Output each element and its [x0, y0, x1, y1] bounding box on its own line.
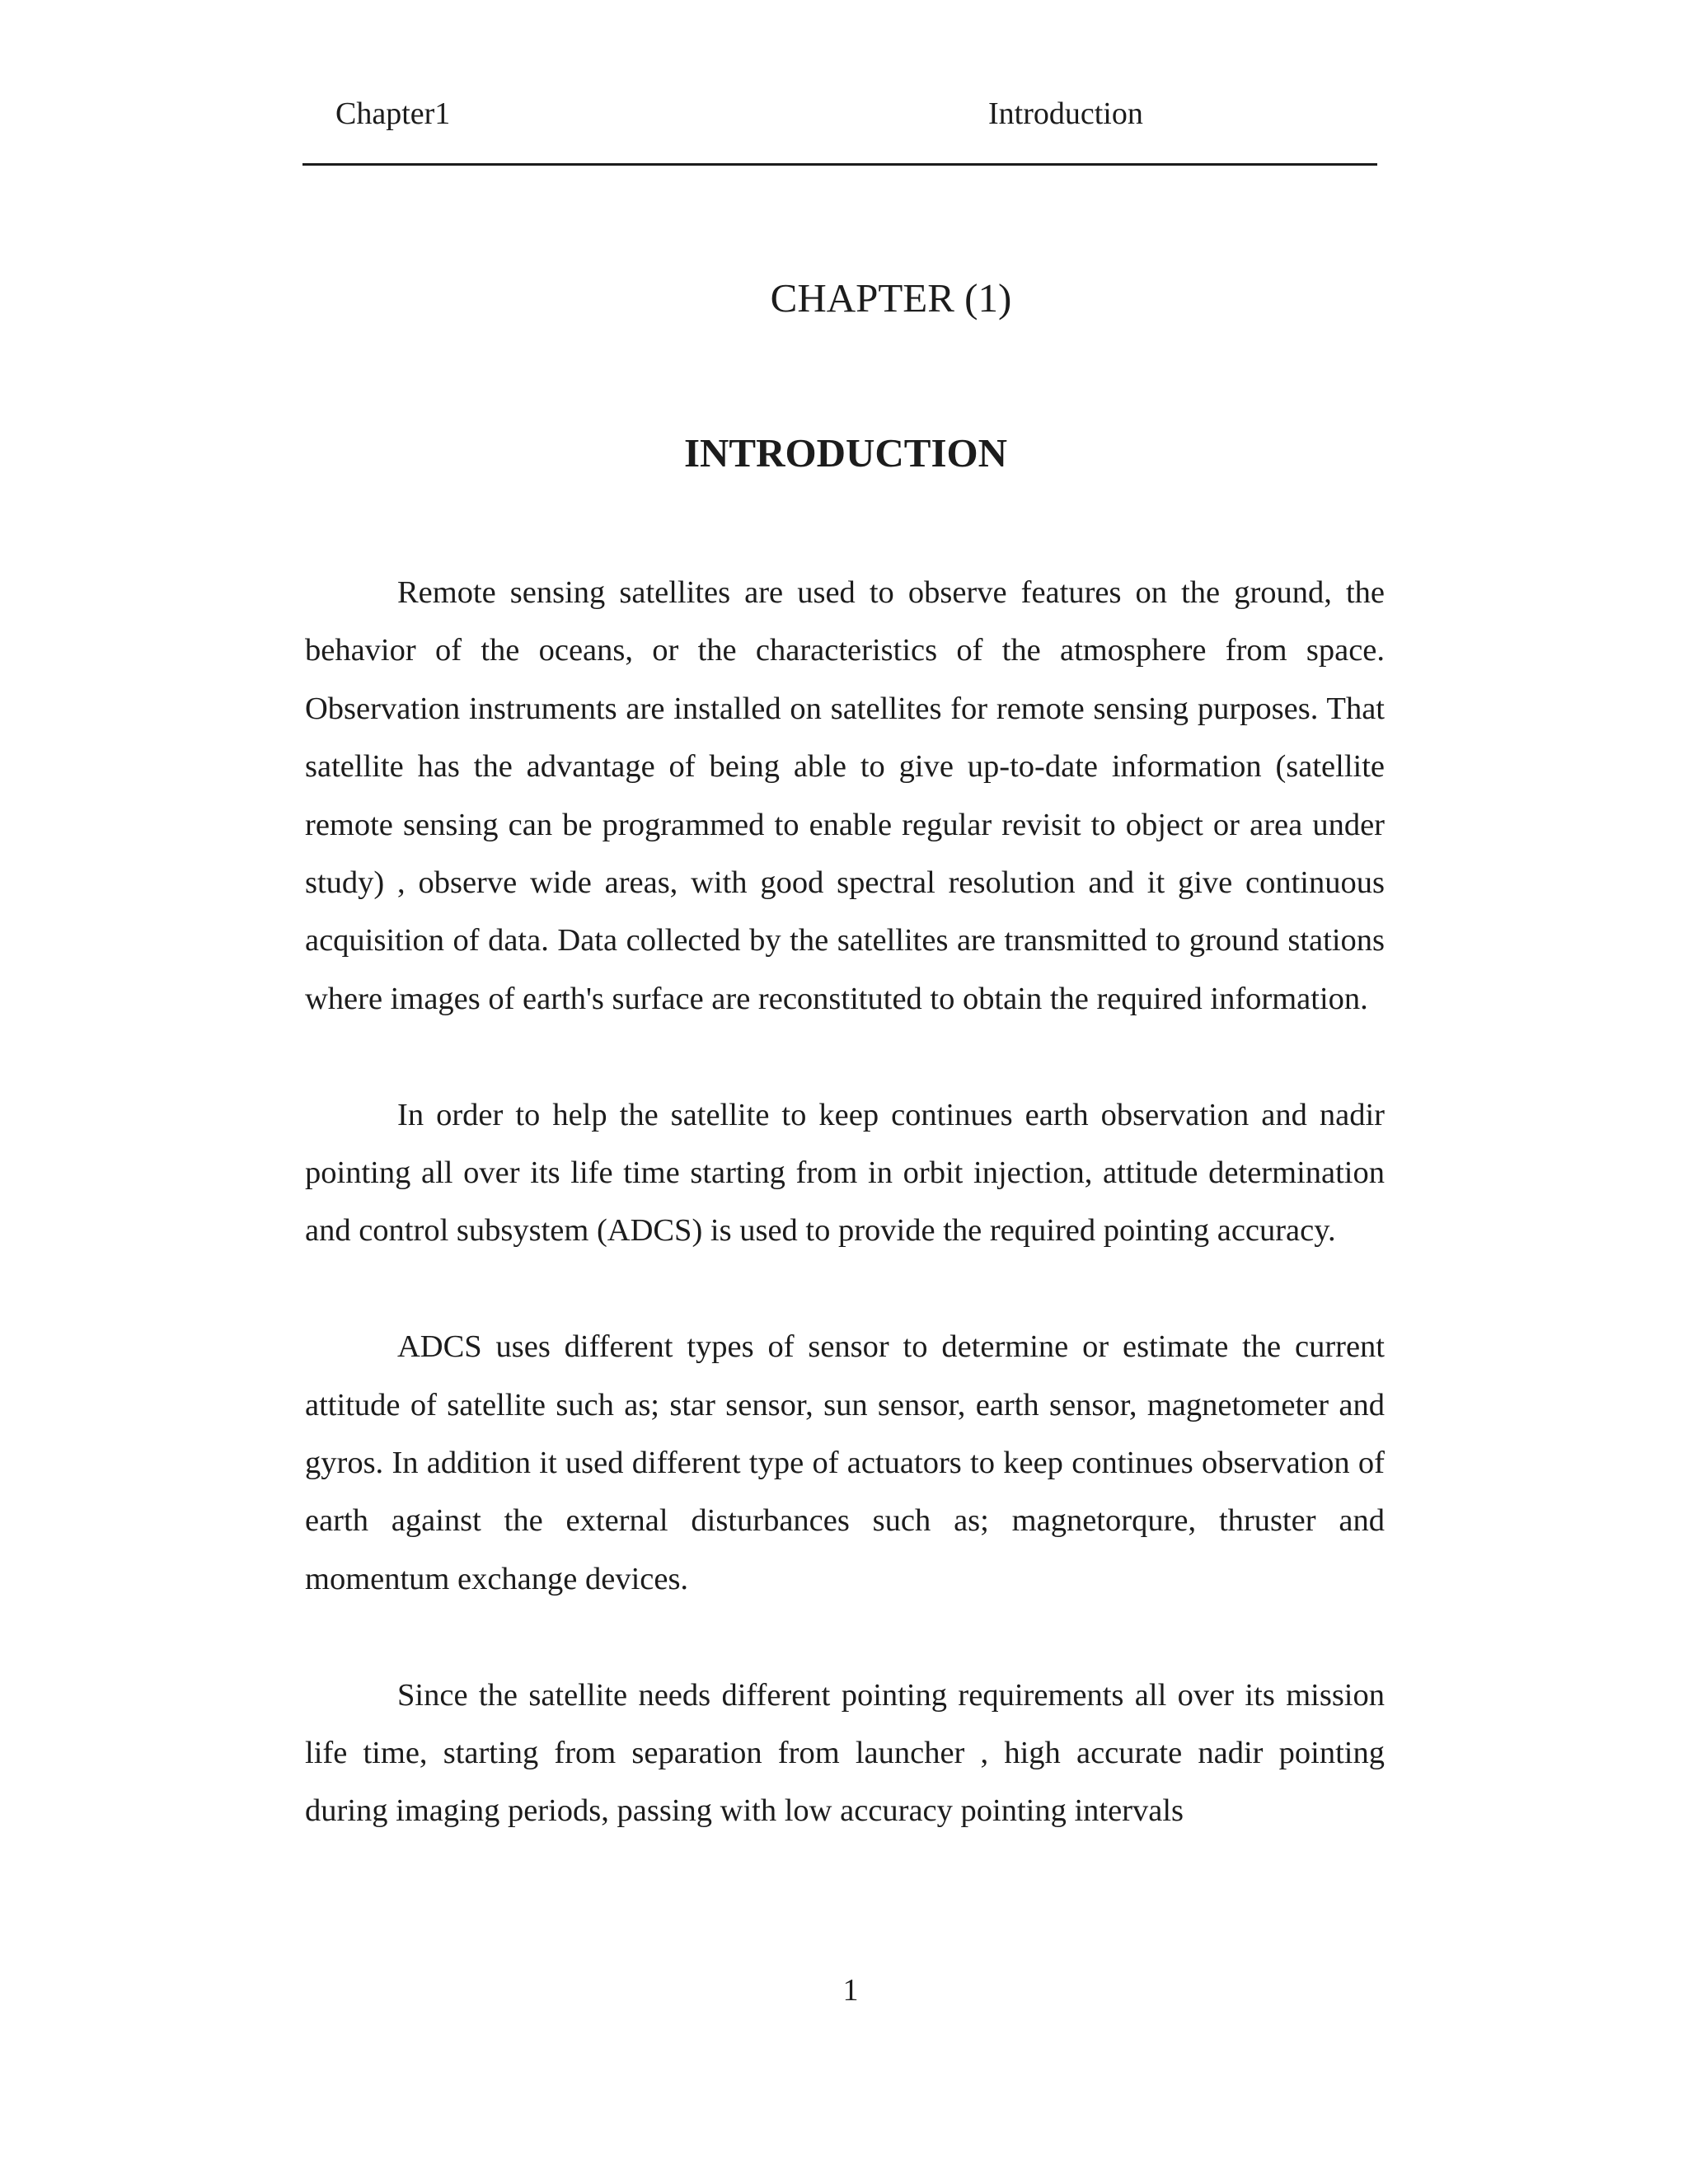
- chapter-number: CHAPTER (1): [770, 275, 1012, 321]
- paragraph: ADCS uses different types of sensor to determine or estimate the current attitude of satellite such as; star sensor, sun sensor, earth sensor, magnetometer and gyros. In addition it used different type of actuators to keep continues observation of earth against the external disturbances such as; magnetorqure, thruster and momentum exchange devices.: [305, 1329, 1385, 1596]
- paragraph: Since the satellite needs different pointing requirements all over its mission life time, starting from separation from launcher , high accurate nadir pointing during imaging periods, passing with low accuracy pointing intervals: [305, 1677, 1385, 1829]
- header-divider: [302, 163, 1377, 166]
- paragraph: In order to help the satellite to keep continues earth observation and nadir pointing all over its life time starting from in orbit injection, attitude determination and control subsystem (ADCS) is used to provide the required pointing accuracy.: [305, 1097, 1385, 1249]
- body-text: [305, 564, 1385, 1898]
- running-header: [302, 89, 1377, 138]
- header-chapter-label: Chapter1: [335, 96, 451, 131]
- page-number: 1: [842, 1973, 859, 2008]
- header-section-label: Introduction: [988, 96, 1143, 131]
- chapter-title: INTRODUCTION: [683, 430, 1008, 476]
- paragraph: Remote sensing satellites are used to observe features on the ground, the behavior of the oceans, or the characteristics of the atmosphere from space. Observation instruments are installed on satellites for remote sensing purposes. That satellite has the advantage of being able to give up-to-date information (satellite remote sensing can be programmed to enable regular revisit to object or area under study) , observe wide areas, with good spectral resolution and it give continuous acquisition of data. Data collected by the satellites are transmitted to ground stations where images of earth's surface are reconstituted to obtain the required information.: [305, 575, 1385, 1016]
